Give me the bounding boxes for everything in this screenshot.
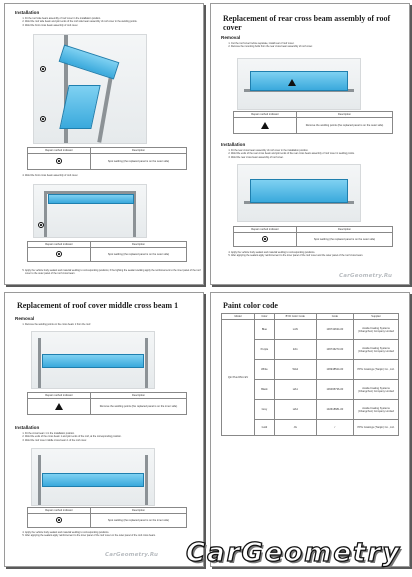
removal-steps: 1. Remove the welding points on the cross beam 1 from the roof. [17,323,204,326]
manual-page-3 [4,292,204,567]
table-row: Gold JG / PPG Coatings (Tianjin) Co., Ltd. [222,420,399,436]
manual-page-4 [210,292,410,567]
section-heading-installation: Installation [15,425,40,430]
table-row: Purple ZA1 136746273-00 Axalta Coating Systems (Changchun) Company Limited [222,340,399,360]
install-step-sealant: 5. Apply the vehicle body sealant and material welding to corresponding positions; if the lighting the sealant welding apply the reinforcement to the inner panel of the roof cover to the outer panel of the roof cross beam. [17,269,204,276]
spot-weld-icon [56,251,62,257]
table-row: Black HA1 136495736-00 Axalta Coating Systems (Changchun) Company Limited [222,380,399,400]
page-title: Replacement of rear cross beam assembly of roof cover [223,14,391,32]
repair-method-table-1: Repair method indicator Description Spot welding (the replaced panel is on the outer side) [27,147,187,170]
step-1: 1. Fit the roof side beam assembly of roof cover in the installation position. [25,17,204,20]
table-row: Qin Plus DM-i EV Blue LAN 136742634-00 Axalta Coating Systems (Changchun) Company Limited [222,320,399,340]
cargeometry-logo: CarGeometry [186,538,402,568]
front-cross-beam-diagram [33,184,147,238]
rear-cross-beam-removal-diagram [237,58,361,110]
install-step-sealant: 4. Apply the vehicle body sealant and material welding to corresponding positions. 5. After applying the sealant apply reinforcement to the inner panel of the roof cover on the outer panel of the roof cross beam. [17,531,204,538]
spot-weld-icon [56,517,62,523]
watermark: CarGeometry.Ru [105,552,159,558]
remove-weld-icon [261,122,269,129]
page-title: Paint color code [223,301,278,310]
watermark: CarGeometry.Ru [339,273,393,279]
remove-weld-icon [55,403,63,410]
removal-steps: 1. Cut the roof cover before separate, install rear of roof cover. 2. Remove the mounting bolts from the rear cross beam assembly of roof cover. [223,42,410,49]
installation-steps: 1. Fit the rear cross beam assembly of roof cover in the installation position. 2. Weld the ends of the rear cross beam and joint ends of the rear cross beam assembly of roof cover in welding points. 3. Weld the rear cross beam assembly of roof cover. [223,149,410,159]
repair-method-table-4: Repair method indicator Description Spot welding (the replaced panel is on the outer side) [233,226,393,247]
repair-method-table-2: Repair method indicator Description Spot welding (the replaced panel is on the outer side) [27,241,187,262]
repair-method-table-6: Repair method indicator Description Spot welding (the replaced panel is on the inner side) [27,507,187,528]
installation-steps: 1. Fit the cross beam 1 in the installation position. 2. Weld the ends of the cross beam 1 and joint ends of the roof, at the corresponding position. 3. Weld the roof cover middle cross beam 1 of the roof cover. [17,432,204,442]
install-step-sealant: 4. Apply the vehicle body sealant and material welding to corresponding positions. 5. After applying the sealant apply reinforcement to the inner panel of the roof cover and the outer panel of the roof cross beam. [223,251,410,258]
installation-steps [17,17,204,27]
table-row: Grey HA4 132618681-00 Axalta Coating Systems (Changchun) Company Limited [222,400,399,420]
rear-cross-beam-install-diagram [237,164,361,222]
table-row: White WA2 136948524-00 PPG Coatings (Tianjin) Co., Ltd. [222,360,399,380]
spot-weld-icon [262,236,268,242]
section-heading-removal: Removal [221,35,241,40]
section-heading-removal: Removal [15,316,35,321]
manual-page-1 [4,3,204,285]
section-heading-installation: Installation [15,10,40,15]
repair-method-table-3: Repair method indicator Description Remove the welding points (the replaced panel is on the outer side) [233,111,393,134]
section-heading-installation: Installation [221,142,246,147]
spot-weld-icon [56,158,62,164]
step-3: 3. Weld the front cross beam assembly of roof cover. [25,24,204,27]
middle-cross-beam-removal-diagram [31,331,155,389]
middle-cross-beam-install-diagram [31,448,155,506]
page-title: Replacement of roof cover middle cross beam 1 [17,301,179,310]
manual-page-2 [210,3,410,285]
roof-side-beam-diagram [33,34,147,144]
paint-color-table: Model Color BYD Color Code Code Supplier Qin Plus DM-i EV Blue LAN 136742634-00 Axalta Coating Systems (Changchun) Company Limited Purple ZA1 136746273-00 Axalta Coating Systems (Changchun) Company Limited White WA2 136948524-00 PPG Coatings (Tianjin) Co., Ltd. Black HA1 136495736-00 Axalta Coating Systems (Changchun) Company Limited Grey HA4 132618681-00 Axalta Coating Systems (Changchun) Company Limited Gold JG / PPG Coatings (Tianjin) Co., Ltd. [221,313,399,436]
step-2: 2. Weld the roof side beam and joint ends of the roof side beam assembly of roof cover in the welding points. [25,20,204,23]
install-step-weld-front: 4. Weld the front cross beam assembly of roof cover. [17,174,204,177]
repair-method-table-5: Repair method indicator Description Remove the welding points (the replaced panel is on the inner side) [27,392,187,415]
